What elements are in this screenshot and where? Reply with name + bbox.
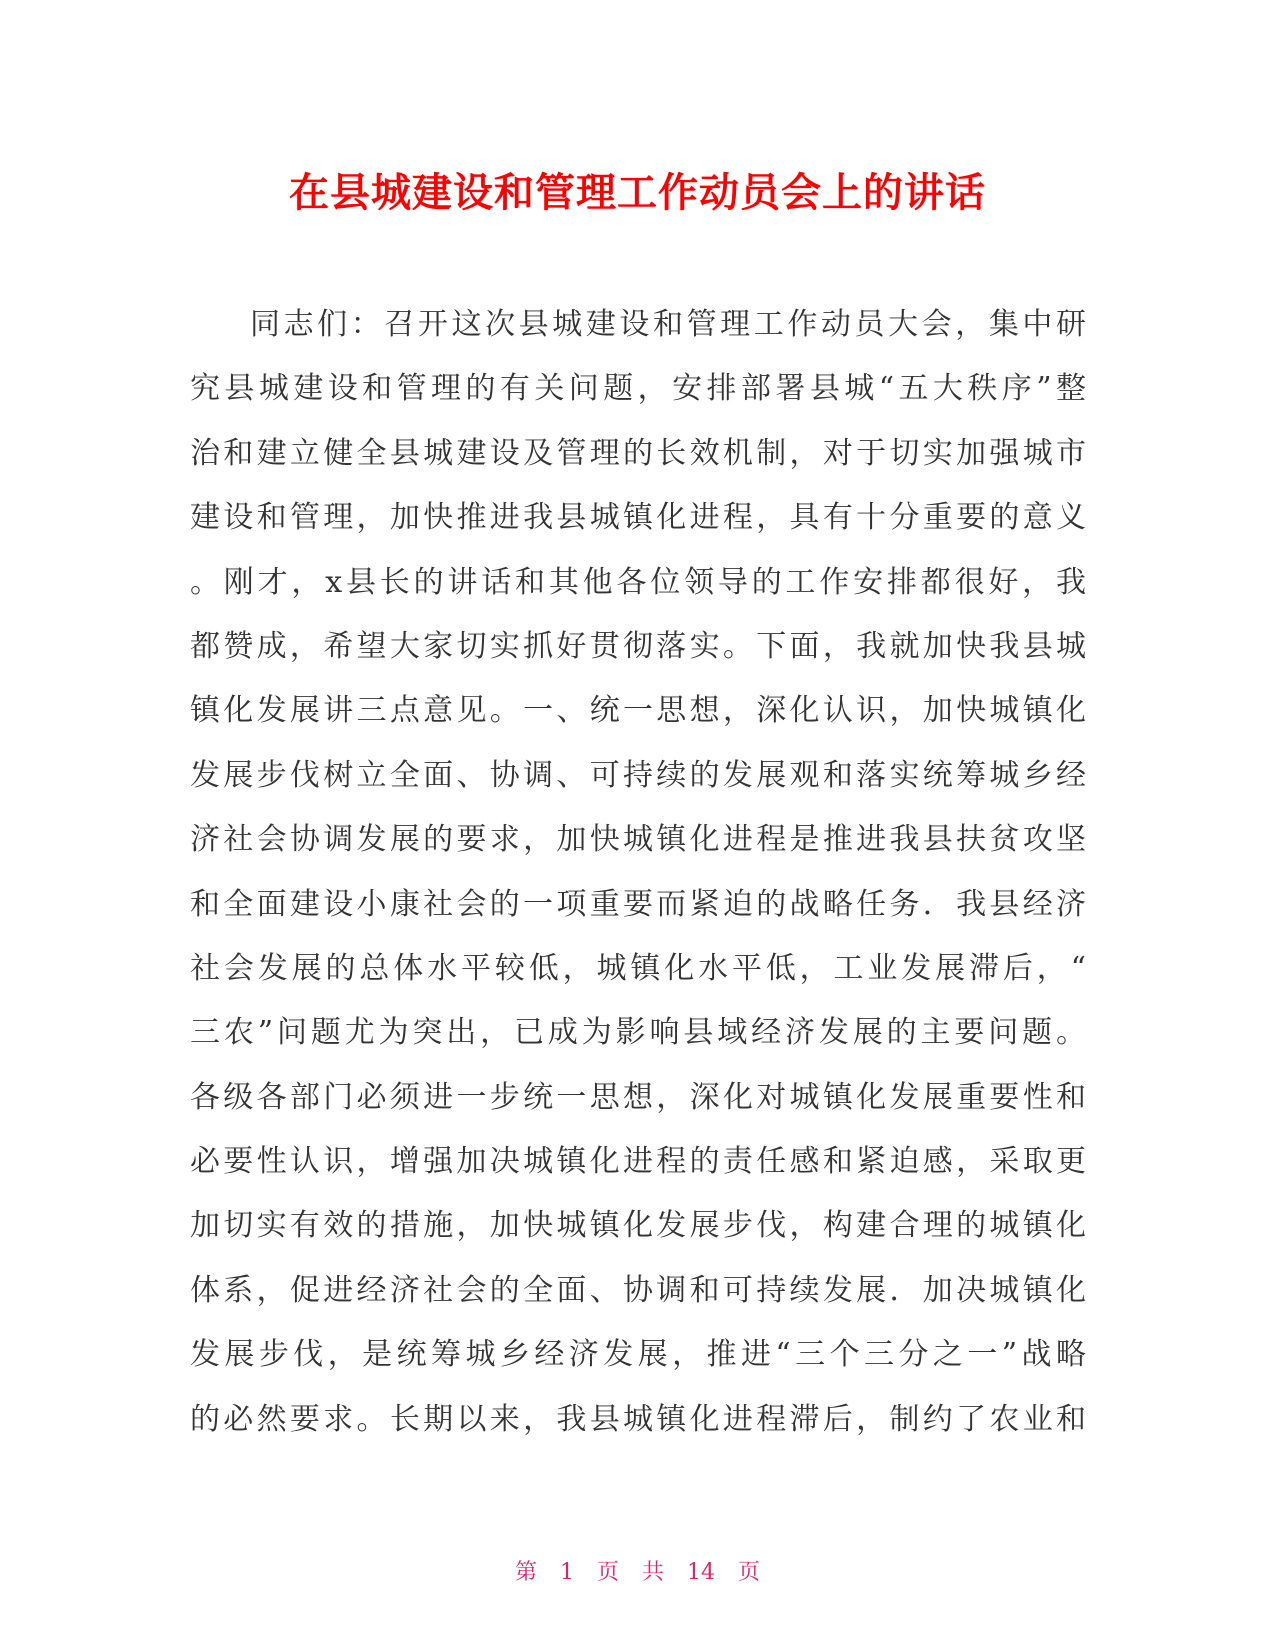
body-line: 三农”问题尤为突出，已成为影响县域经济发展的主要问题。 (190, 1015, 1086, 1051)
page-footer (0, 1558, 1275, 1588)
body-line: 和全面建设小康社会的一项重要而紧迫的战略任务．我县经济 (190, 886, 1086, 922)
body-line: 发展步伐，是统筹城乡经济发展，推进“三个三分之一”战略 (190, 1337, 1086, 1373)
body-line: 加切实有效的措施，加快城镇化发展步伐，构建合理的城镇化 (190, 1208, 1086, 1244)
body-line: 各级各部门必须进一步统一思想，深化对城镇化发展重要性和 (190, 1079, 1086, 1115)
body-line: 建设和管理，加快推进我县城镇化进程，具有十分重要的意义 (190, 500, 1086, 536)
body-line: 究县城建设和管理的有关问题，安排部署县城“五大秩序”整 (190, 371, 1086, 407)
footer-page-word: 页 (596, 1560, 619, 1585)
body-line: 发展步伐树立全面、协调、可持续的发展观和落实统筹城乡经 (190, 757, 1086, 793)
body-line: 的必然要求。长期以来，我县城镇化进程滞后，制约了农业和 (190, 1401, 1086, 1437)
document-body (190, 293, 1086, 1452)
footer-suffix: 页 (738, 1560, 761, 1585)
footer-current-page: 1 (559, 1560, 574, 1585)
body-line: 体系，促进经济社会的全面、协调和可持续发展．加决城镇化 (190, 1272, 1086, 1308)
body-line: 镇化发展讲三点意见。一、统一思想，深化认识，加快城镇化 (190, 693, 1086, 729)
footer-prefix: 第 (514, 1560, 537, 1585)
body-line: 同志们：召开这次县城建设和管理工作动员大会，集中研 (250, 307, 1086, 342)
body-line: 都赞成，希望大家切实抓好贯彻落实。下面，我就加快我县城 (190, 628, 1086, 664)
body-line: 社会发展的总体水平较低，城镇化水平低，工业发展滞后，“ (190, 950, 1086, 986)
document-title: 在县城建设和管理工作动员会上的讲话 (289, 170, 986, 216)
body-line: 。刚才，x县长的讲话和其他各位领导的工作安排都很好，我 (190, 564, 1086, 600)
footer-total-word: 共 (642, 1560, 665, 1585)
body-line: 治和建立健全县城建设及管理的长效机制，对于切实加强城市 (190, 435, 1086, 471)
footer-total-pages: 14 (687, 1560, 716, 1585)
body-line: 济社会协调发展的要求，加快城镇化进程是推进我县扶贫攻坚 (190, 822, 1086, 858)
body-line: 必要性认识，增强加决城镇化进程的责任感和紧迫感，采取更 (190, 1144, 1086, 1180)
